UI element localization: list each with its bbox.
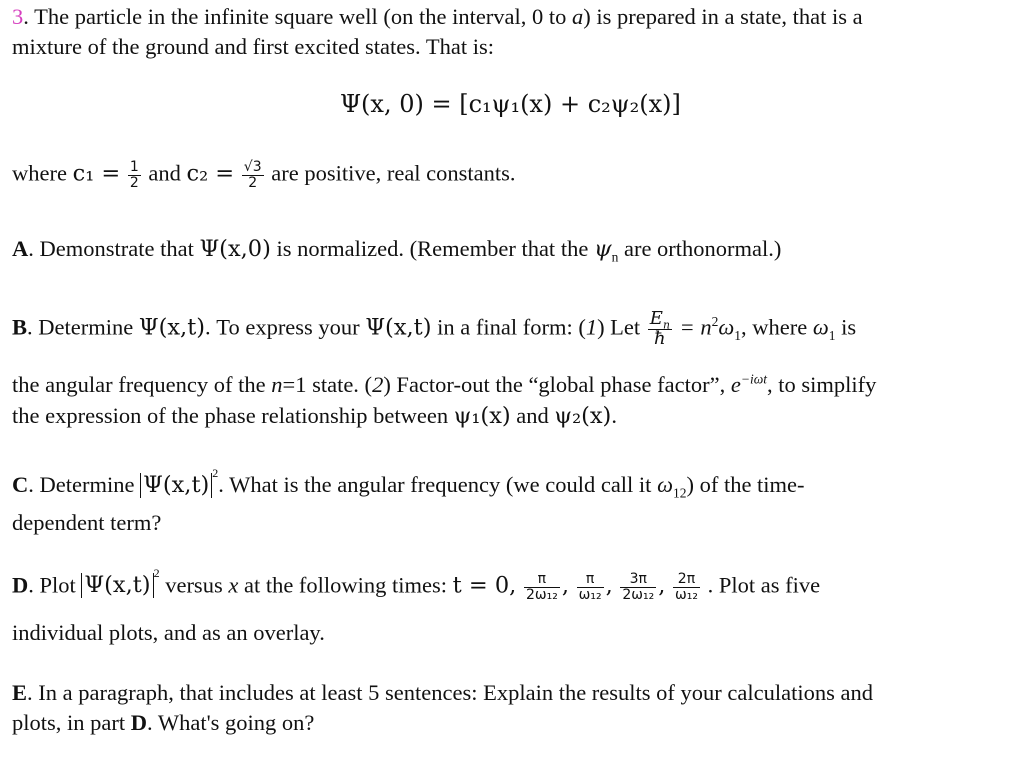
part-d-sq: 2 xyxy=(153,566,160,580)
part-d-text3: at the following times: xyxy=(238,572,453,598)
eq-n: = n xyxy=(673,314,712,340)
comma-2: , xyxy=(605,572,613,599)
c2-den: 2 xyxy=(248,174,258,191)
part-d-text1: . Plot xyxy=(28,572,82,598)
intro-line-2: mixture of the ground and first excited states. That is: xyxy=(12,34,494,59)
part-d-label: D xyxy=(12,572,29,598)
part-a-text1: . Demonstrate that xyxy=(28,236,200,261)
intro-text: . The particle in the infinite square well (on the interval, 0 to xyxy=(23,4,573,29)
time-frac-2-num: π xyxy=(577,572,604,588)
part-d-x: x xyxy=(228,572,239,598)
part-b-text3: in a final form: ( xyxy=(431,314,586,340)
part-e-line2a: plots, in part xyxy=(12,710,131,735)
time-frac-1-num: π xyxy=(524,572,560,588)
part-d-abs: Ψ(x,t) xyxy=(81,573,153,598)
part-a xyxy=(12,236,782,265)
time-frac-1-den: 2ω₁₂ xyxy=(525,586,558,603)
time-frac-4-num: 2π xyxy=(673,572,700,588)
part-b-text2: . To express your xyxy=(205,314,366,340)
psi2x: ψ₂(x) xyxy=(554,403,612,429)
part-e-line2b: . What's going on? xyxy=(147,710,315,735)
omega-12: ω xyxy=(657,472,673,497)
time-frac-4 xyxy=(673,572,700,602)
eq-n-sup: 2 xyxy=(711,314,719,330)
part-a-psi: Ψ(x,0) xyxy=(199,236,271,262)
part-a-text2: is normalized. (Remember that the xyxy=(270,236,594,261)
constants-text: are positive, real constants. xyxy=(271,160,516,186)
c1-label: c₁ = xyxy=(72,160,121,187)
part-c-text1: . Determine xyxy=(28,472,141,497)
part-a-sub-n: n xyxy=(611,249,619,265)
part-b-one: 1 xyxy=(585,314,598,340)
part-c-text2: . What is the angular frequency (we could call it xyxy=(218,472,658,497)
part-e-text1: . In a paragraph, that includes at least 5 sentences: Explain the results of your calculations and xyxy=(27,680,873,705)
part-e-line-1 xyxy=(12,680,873,706)
omega-1-sub: 1 xyxy=(734,328,741,344)
c2-num: √3 xyxy=(243,159,262,175)
en-over-hbar xyxy=(648,310,672,349)
omega-1: ω xyxy=(718,314,735,340)
part-a-text3: are orthonormal.) xyxy=(618,236,782,261)
psi1x: ψ₁(x) xyxy=(453,403,511,429)
c1-fraction xyxy=(128,160,141,190)
part-b-n1: n xyxy=(271,372,283,397)
part-a-label: A xyxy=(12,236,29,261)
part-c-line-2: dependent term? xyxy=(12,510,162,535)
part-c-label: C xyxy=(12,472,29,497)
c2-fraction xyxy=(242,160,264,190)
and-text: and xyxy=(148,160,181,186)
part-b-psi: Ψ(x,t) xyxy=(138,314,206,341)
omega-12-sub: 12 xyxy=(672,485,687,501)
part-b-line-2 xyxy=(12,372,876,398)
time-frac-3-num: 3π xyxy=(620,572,656,588)
c2-label: c₂ = xyxy=(186,160,235,187)
part-b-line2b: =1 state. ( xyxy=(282,372,373,397)
part-b-line3a: the expression of the phase relationship between xyxy=(12,403,454,428)
time-frac-4-den: ω₁₂ xyxy=(674,586,698,603)
part-b-text6: is xyxy=(835,314,857,340)
constants-line xyxy=(12,160,516,190)
comma-3: , xyxy=(658,572,666,599)
part-e-label: E xyxy=(12,680,28,705)
comma-1: , xyxy=(561,572,569,599)
part-b-line-1 xyxy=(12,310,856,349)
part-b-line2c: ) Factor-out the “global phase factor”, xyxy=(383,372,731,397)
part-b-psi-2: Ψ(x,t) xyxy=(365,314,432,341)
time-frac-1 xyxy=(524,572,560,602)
part-b-text4: ) Let xyxy=(597,314,646,340)
part-c-line-1 xyxy=(12,466,805,501)
part-d-line-2: individual plots, and as an overlay. xyxy=(12,620,325,645)
time-frac-2 xyxy=(577,572,604,602)
part-d-line-1 xyxy=(12,566,821,603)
part-c-text3: ) of the time- xyxy=(686,472,805,497)
part-b-text5: , where xyxy=(740,314,813,340)
part-c-sq: 2 xyxy=(212,466,219,480)
part-a-psin: ψ xyxy=(593,236,612,262)
part-b-line2d: , to simplify xyxy=(767,372,877,397)
hbar: ħ xyxy=(654,327,666,349)
part-b-text1: . Determine xyxy=(27,314,139,340)
omega-1-b: ω xyxy=(812,314,829,340)
c1-num: 1 xyxy=(129,159,139,175)
time-frac-3 xyxy=(620,572,656,602)
c1-den: 2 xyxy=(129,174,139,191)
part-e-line-2 xyxy=(12,710,314,736)
phase-e-sup: −iωt xyxy=(740,371,767,387)
where-text: where xyxy=(12,160,67,186)
time-frac-2-den: ω₁₂ xyxy=(578,586,602,603)
intro-line-1 xyxy=(12,4,863,30)
part-e-d: D xyxy=(130,710,147,735)
en-label: E xyxy=(649,308,663,329)
part-b-line-3 xyxy=(12,403,617,429)
part-c-abs: Ψ(x,t) xyxy=(140,473,212,498)
part-d-text4: . Plot as five xyxy=(707,572,821,598)
part-b-label: B xyxy=(12,314,28,340)
en-sub: n xyxy=(662,318,670,332)
phase-e: e xyxy=(730,372,741,397)
var-a: a xyxy=(572,4,584,29)
part-b-line2a: the angular frequency of the xyxy=(12,372,272,397)
main-equation: Ψ(x, 0) = [c₁ψ₁(x) + c₂ψ₂(x)] xyxy=(340,90,681,118)
problem-number: 3 xyxy=(12,4,24,29)
part-d-text2: versus xyxy=(159,572,229,598)
omega-1-b-sub: 1 xyxy=(828,328,836,344)
part-d-t0: t = 0, xyxy=(452,572,517,599)
part-b-two: 2 xyxy=(372,372,384,397)
part-b-line3b: and xyxy=(510,403,555,428)
intro-text-end: ) is prepared in a state, that is a xyxy=(583,4,863,29)
part-b-line3c: . xyxy=(611,403,617,428)
time-frac-3-den: 2ω₁₂ xyxy=(622,586,655,603)
